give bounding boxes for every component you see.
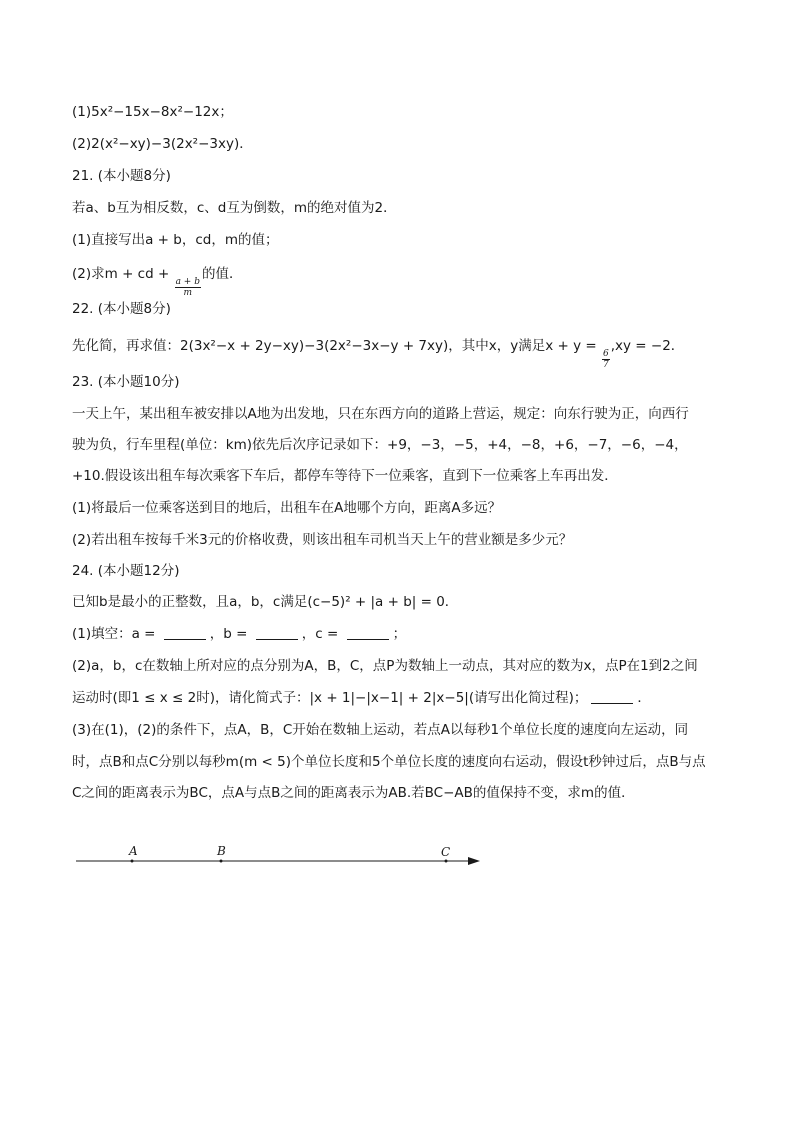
q20-part2: (2)2(x²−xy)−3(2x²−3xy)． — [72, 136, 253, 152]
point-b-label: B — [217, 844, 226, 858]
q24-part1-end: ； — [392, 626, 407, 642]
q24-header: 24. (本小题12分) — [72, 563, 180, 579]
point-a-label: A — [129, 844, 138, 858]
q24-part2-line1: (2)a，b，c在数轴上所对应的点分别为A，B，C，点P为数轴上一动点，其对应的数为x，点P在1到2之间 — [72, 658, 698, 674]
q21-fraction-denominator: m — [183, 288, 193, 298]
q21-part1: (1)直接写出a + b，cd，m的值； — [72, 232, 279, 248]
q23-line1: 一天上午，某出租车被安排以A地为出发地，只在东西方向的道路上营运，规定：向东行驶为正，向西行 — [72, 406, 689, 422]
q21-stem: 若a、b互为相反数，c、d互为倒数，m的绝对值为2． — [72, 200, 397, 216]
point-c-dot — [445, 860, 448, 863]
point-a-dot — [131, 860, 134, 863]
q24-part1-b-label: ，b = — [209, 626, 252, 642]
q23-part1: (1)将最后一位乘客送到目的地后，出租车在A地哪个方向，距离A多远？ — [72, 500, 502, 516]
q21-fraction-numerator: a + b — [175, 277, 200, 287]
q24-part3-line2: 时，点B和点C分别以每秒m(m < 5)个单位长度和5个单位长度的速度向右运动，假设t秒钟过后，点B与点 — [72, 754, 706, 770]
q24-part3-line3: C之间的距离表示为BC，点A与点B之间的距离表示为AB.若BC−AB的值保持不变，求m的值． — [72, 785, 635, 801]
point-b-dot — [220, 860, 223, 863]
q23-line2: 驶为负，行车里程(单位：km)依先后次序记录如下：+9，−3，−5，+4，−8，+6，−7，−6，−4， — [72, 437, 688, 453]
q23-header: 23. (本小题10分) — [72, 374, 180, 390]
q24-part2-end: ． — [637, 690, 651, 706]
q23-line3: +10.假设该出租车每次乘客下车后，都停车等待下一位乘客，直到下一位乘客上车再出发． — [72, 468, 618, 484]
q20-part1: (1)5x²−15x−8x²−12x； — [72, 104, 233, 120]
q24-stem: 已知b是最小的正整数，且a，b，c满足(c−5)² + |a + b| = 0． — [72, 594, 459, 610]
q24-part1-a-label: (1)填空：a = — [72, 626, 160, 642]
q21-header: 21. (本小题8分) — [72, 168, 171, 184]
number-line-arrow — [468, 857, 480, 865]
q21-part2-suffix: 的值． — [201, 266, 243, 282]
q24-part2-expression: 运动时(即1 ≤ x ≤ 2时)，请化简式子：|x + 1|−|x−1| + 2|x−5|(请写出化简过程)； — [72, 690, 588, 706]
q22-fraction-numerator: 6 — [603, 349, 609, 359]
q23-part2: (2)若出租车按每千米3元的价格收费，则该出租车司机当天上午的营业额是多少元？ — [72, 532, 573, 548]
q22-header: 22. (本小题8分) — [72, 301, 171, 317]
q22-stem-prefix: 先化简，再求值：2(3x²−x + 2y−xy)−3(2x²−3x−y + 7xy)，其中x，y满足x + y = — [72, 338, 601, 354]
q24-part1-c-label: ，c = — [301, 626, 343, 642]
q22-fraction-denominator: 7 — [603, 360, 609, 370]
q21-part2-prefix: (2)求m + cd + — [72, 266, 174, 282]
q22-stem-suffix: ,xy = −2． — [610, 338, 685, 354]
point-c-label: C — [441, 845, 451, 859]
q24-part3-line1: (3)在(1)，(2)的条件下，点A，B，C开始在数轴上运动，若点A以每秒1个单位长度的速度向左运动，同 — [72, 722, 689, 738]
